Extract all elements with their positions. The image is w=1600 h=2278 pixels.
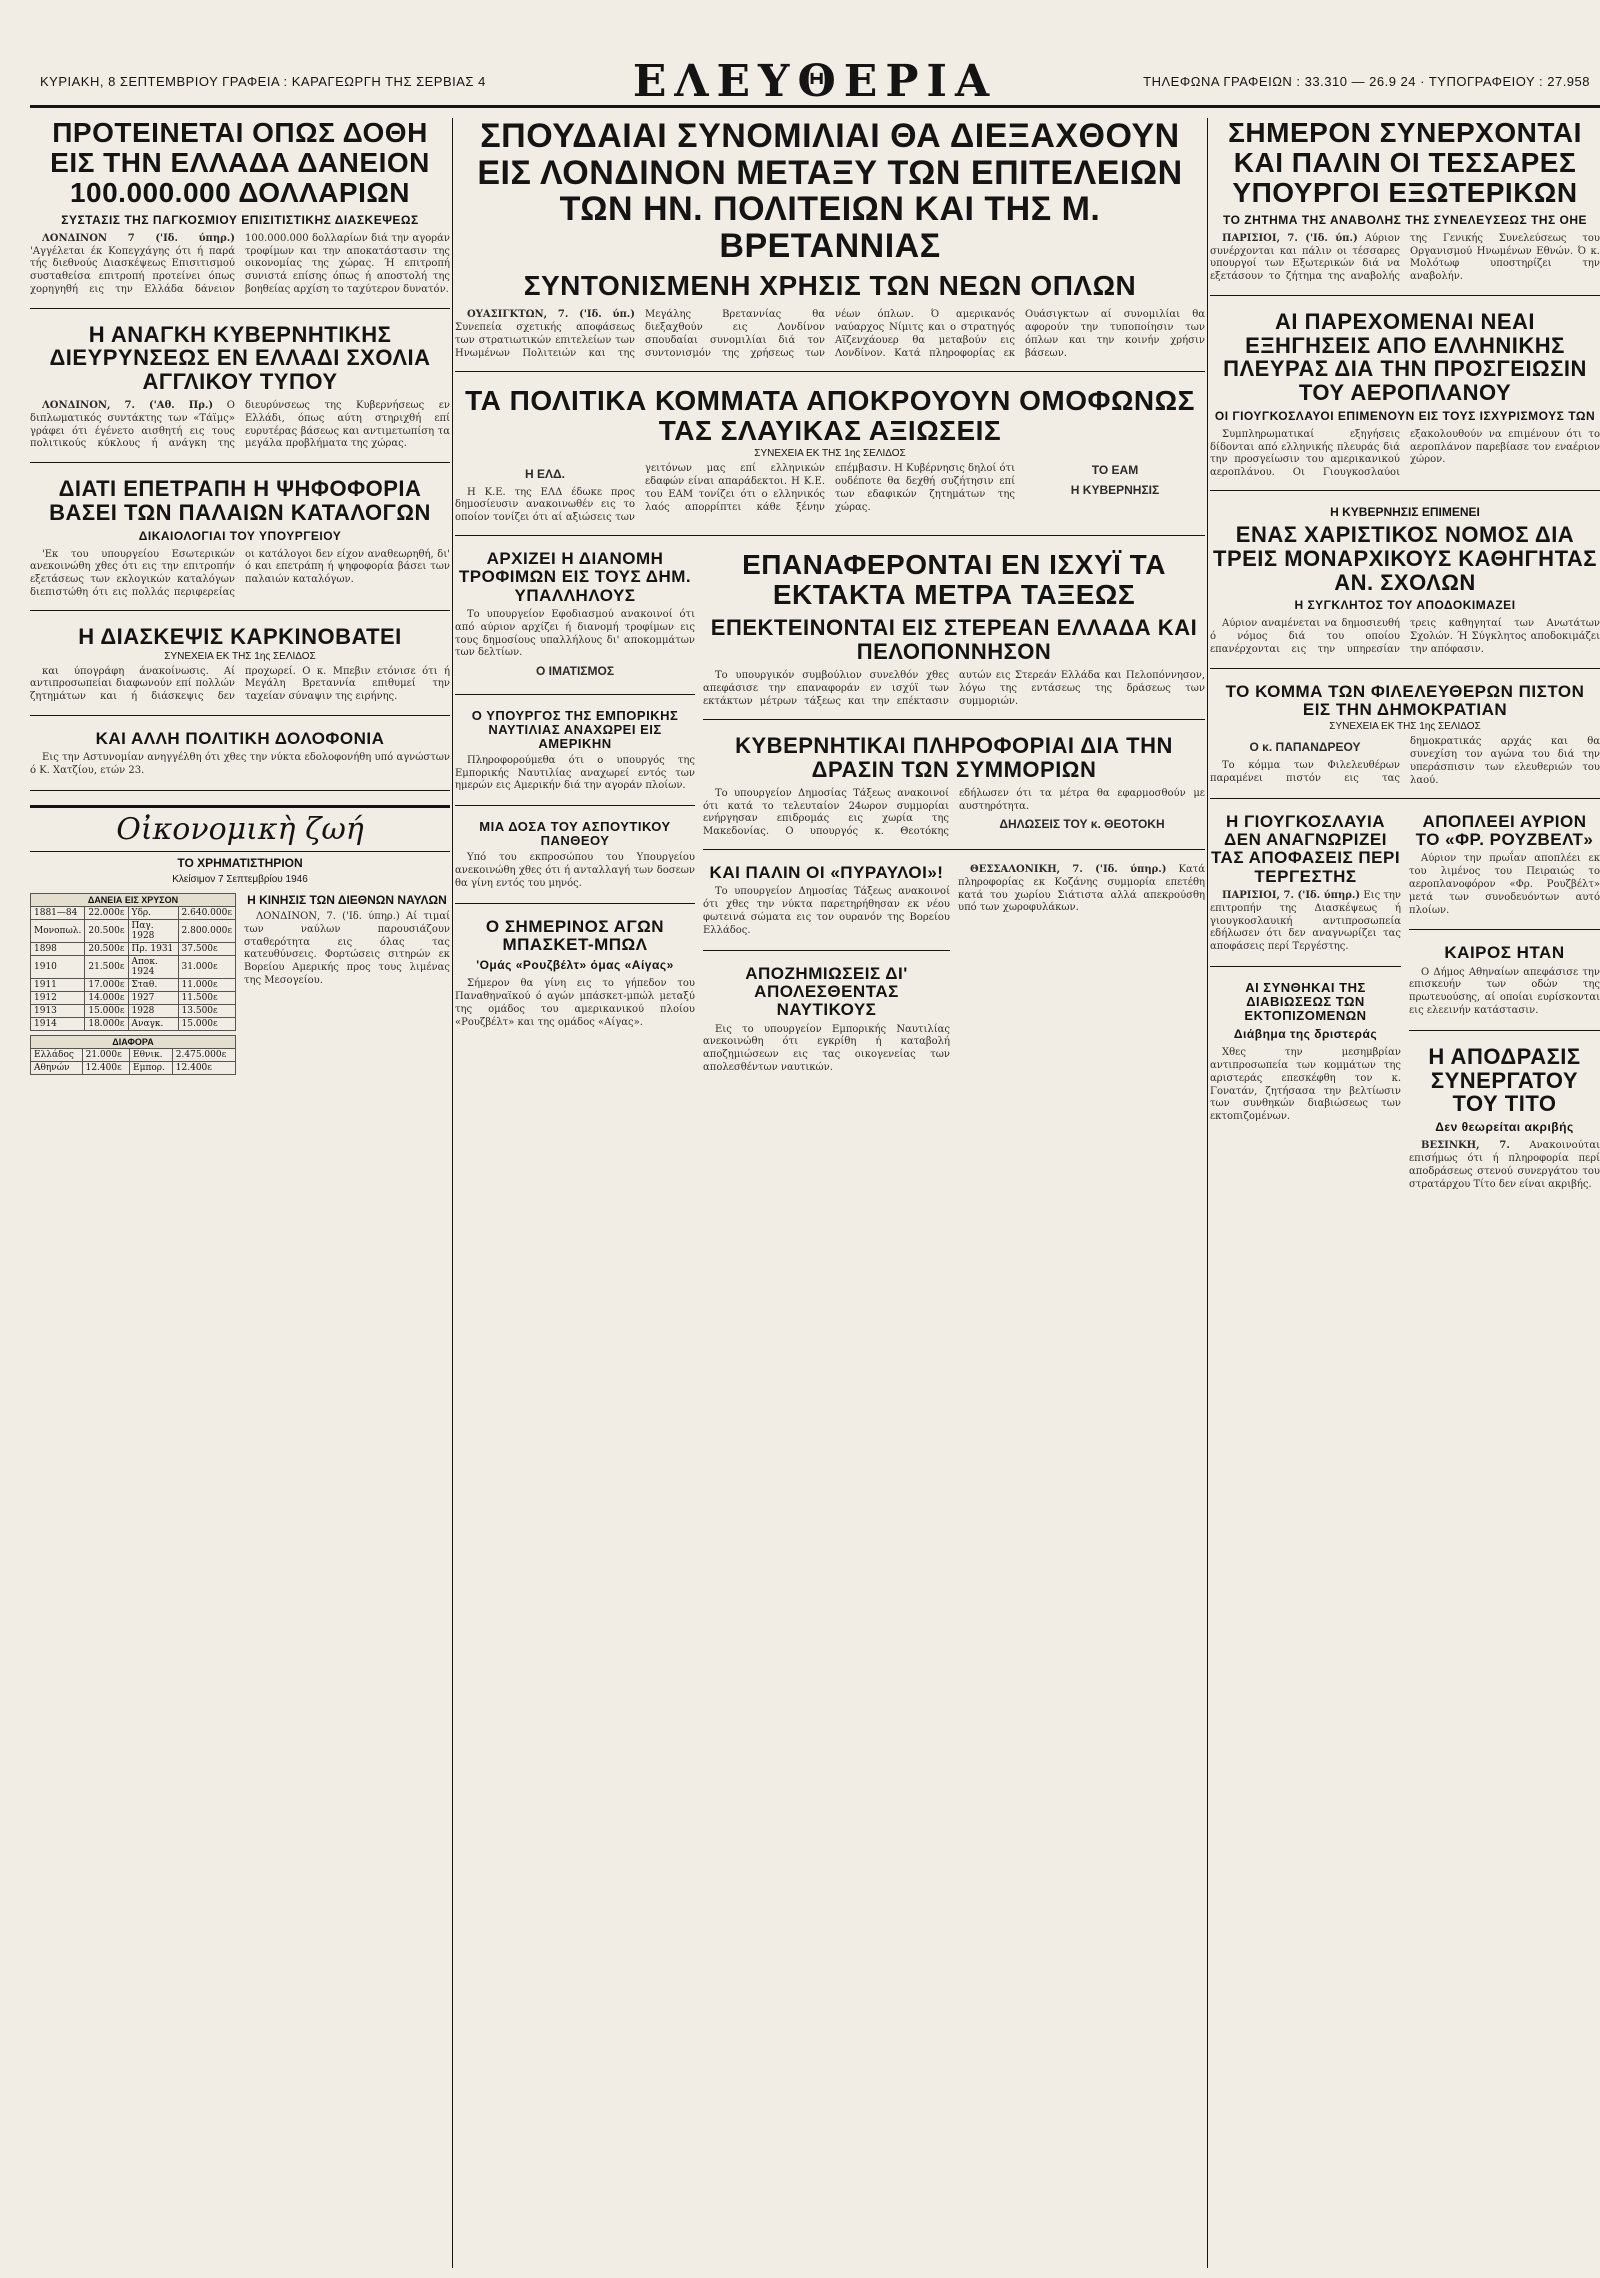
gold-loan-cell: Υδρ. — [128, 906, 178, 919]
gold-loan-cell: 1914 — [31, 1017, 85, 1030]
subhead-ministers: ΤΟ ΖΗΤΗΜΑ ΤΗΣ ΑΝΑΒΟΛΗΣ ΤΗΣ ΣΥΝΕΛΕΥΣΕΩΣ ΤΗΣ ΟΗΕ — [1222, 212, 1588, 227]
gold-loan-row — [31, 1004, 236, 1017]
continuation-conference: ΣΥΝΕΧΕΙΑ ΕΚ ΤΗΣ 1ης ΣΕΛΙΔΟΣ — [164, 650, 316, 662]
center-bottom-left — [703, 864, 950, 1101]
gold-loan-cell: 18.000ε — [85, 1017, 128, 1030]
headline-loan: ΠΡΟΤΕΙΝΕΤΑΙ ΟΠΩΣ ΔΟΘΗ ΕΙΣ ΤΗΝ ΕΛΛΑΔΑ ΔΑΝΕΙΟΝ 100.000.000 ΔΟΛΛΑΡΙΩΝ — [50, 118, 430, 209]
text-rations: Το υπουργείον Εφοδιασμού ανακοινοί ότι από αύριον αρχίζει ή διανομή τροφίμων εις τους δημοσίους υπαλλήλους δι' αποκομμάτων των δελτίων. — [455, 609, 695, 659]
subhead-airplane: ΟΙ ΓΙΟΥΓΚΟΣΛΑΥΟΙ ΕΠΙΜΕΝΟΥΝ ΕΙΣ ΤΟΥΣ ΙΣΧΥΡΙΣΜΟΥΣ ΤΩΝ — [1214, 408, 1596, 423]
article-thessaloniki — [958, 864, 1205, 927]
article-conference — [30, 625, 450, 716]
exchange-date: Κλείσιμον 7 Σεπτεμβρίου 1946 — [172, 873, 308, 885]
text-roosevelt: Αύριον την πρωΐαν αποπλέει εκ του λιμένος του Πειραιώς το αεροπλανοφόρον «Φρ. Ρουζβέλτ» μετά των συνοδευόντων αυτό πλοίων. — [1409, 853, 1600, 916]
body-measures — [703, 670, 1205, 709]
headline-airplane: ΑΙ ΠΑΡΕΧΟΜΕΝΑΙ ΝΕΑΙ ΕΞΗΓΗΣΕΙΣ ΑΠΟ ΕΛΛΗΝΙΚΗΣ ΠΛΕΥΡΑΣ ΔΙΑ ΤΗΝ ΠΡΟΣΓΕΙΩΣΙΝ ΤΟΥ ΑΕΡΟΠΛΑΝΟΥ — [1223, 308, 1587, 406]
gold-loan-row — [31, 991, 236, 1004]
article-tito — [1409, 1045, 1600, 1203]
gold-loan-cell: 1912 — [31, 991, 85, 1004]
shares-heading: ΔΙΑΦΟΡΑ — [31, 1035, 236, 1048]
body-airplane — [1210, 429, 1600, 480]
gold-loan-cell: Αποκ. 1924 — [128, 955, 178, 978]
section-economy — [30, 805, 450, 1085]
center-lower-right — [703, 550, 1205, 1101]
headline-deportees: ΑΙ ΣΥΝΘΗΚΑΙ ΤΗΣ ΔΙΑΒΙΩΣΕΩΣ ΤΩΝ ΕΚΤΟΠΙΖΟΜΕΝΩΝ — [1244, 980, 1367, 1024]
article-vote — [30, 477, 450, 611]
headline-journalism: Η ΑΝΑΓΚΗ ΚΥΒΕΡΝΗΤΙΚΗΣ ΔΙΕΥΡΥΝΣΕΩΣ ΕΝ ΕΛΛΑΔΙ ΣΧΟΛΙΑ ΑΓΓΛΙΚΟΥ ΤΥΠΟΥ — [49, 321, 431, 395]
shares-body — [31, 1048, 236, 1074]
text-yugodecisions: Εις την επιτροπήν της Διασκέψεως ή γιουγκοσλαυική αντιπροσωπεία εδήλωσεν ότι δεν αναγνωρίζει τας αποφάσεις περί Τεργέστης. — [1210, 890, 1402, 953]
article-liberals — [1210, 683, 1600, 799]
body-vote — [30, 549, 450, 600]
gold-loan-cell: 1881—84 — [31, 906, 85, 919]
column-center — [455, 118, 1205, 2268]
headline-parties: ΤΑ ΠΟΛΙΤΙΚΑ ΚΟΜΜΑΤΑ ΑΠΟΚΡΟΥΟΥΝ ΟΜΟΦΩΝΩΣ ΤΑΣ ΣΛΑΥΙΚΑΣ ΑΞΙΩΣΕΙΣ — [465, 384, 1195, 447]
body-thessaloniki — [958, 864, 1205, 915]
article-marine — [455, 709, 695, 806]
freight — [244, 889, 450, 1075]
body-yugodecisions — [1210, 890, 1401, 954]
gold-loan-cell: 31.000ε — [178, 955, 235, 978]
dateline-yugodecisions: ΠΑΡΙΣΙΟΙ, 7. ('Ιδ. ύπηρ.) — [1222, 890, 1361, 902]
share-cell: Ελλάδος — [31, 1048, 83, 1061]
gold-loan-cell: 21.500ε — [85, 955, 128, 978]
gold-loan-cell: Παγ. 1928 — [128, 919, 178, 942]
gold-loan-cell: 13.500ε — [178, 1004, 235, 1017]
gold-loan-cell: 11.000ε — [178, 978, 235, 991]
text-ministers: Αύριον συνέρχονται και πάλιν οι τέσσαρες υπουργοί των Εξωτερικών διά να εξετάσουν το ζήτημα της αναβολής της Γενικής Συνελεύσεως του Οργανισμού Ηνωμένων Εθνών. Ό κ. Μολότωφ υποστηρίζει την αναβολήν. — [1210, 232, 1600, 283]
article-bands — [703, 734, 1205, 850]
subhead-loan: ΣΥΣΤΑΣΙΣ ΤΗΣ ΠΑΓΚΟΣΜΙΟΥ ΕΠΙΣΙΤΙΣΤΙΚΗΣ ΔΙΑΣΚΕΨΕΩΣ — [61, 212, 419, 227]
dateline-talks: ΟΥΑΣΙΓΚΤΩΝ, 7. ('Ιδ. ύπ.) — [467, 309, 635, 321]
subhead-law: Η ΣΥΓΚΛΗΤΟΣ ΤΟΥ ΑΠΟΔΟΚΙΜΑΖΕΙ — [1294, 598, 1516, 613]
right-lower-left — [1210, 813, 1401, 1218]
text-basket: Σήμερον θα γίνη εις το γήπεδον του Παναθηναϊκού ό αγών μπάσκετ-μπώλ μεταξύ της ομάδος του αμερικανικού πλοίου «Ρουζβέλτ» και της ομάδος «Αίγας». — [455, 978, 695, 1028]
gold-loan-row — [31, 955, 236, 978]
gold-loan-cell: 1913 — [31, 1004, 85, 1017]
center-bottom-right — [958, 864, 1205, 1101]
text-deportees: Χθες την μεσημβρίαν αντιπροσωπεία των κομμάτων της αριστεράς επεσκέφθη τον κ. Γονατάν, ζητήσασα την βελτίωσιν των συνθηκών διαβιώσεως των εκτοπιζομένων. — [1210, 1047, 1401, 1123]
text-thessaloniki: Κατά πληροφορίας εκ Κοζάνης συμμορία επετέθη κατά του χωρίου Σιάτιστα αλλά απεκρούσθη υπό των χωροφυλάκων. — [958, 864, 1205, 914]
gold-loan-cell: Πρ. 1931 — [128, 942, 178, 955]
author-liberals: Ο κ. ΠΑΠΑΝΔΡΕΟΥ — [1249, 740, 1361, 755]
headline-liberals: ΤΟ ΚΟΜΜΑ ΤΩΝ ΦΙΛΕΛΕΥΘΕΡΩΝ ΠΙΣΤΟΝ ΕΙΣ ΤΗΝ ΔΗΜΟΚΡΑΤΙΑΝ — [1225, 681, 1585, 720]
share-cell: 12.400ε — [82, 1061, 129, 1074]
text-patriots: Υπό του εκπροσώπου του Υπουργείου ανεκοινώθη χθες ότι ή ανταλλαγή των δοσεων θα γίνη εντός του μηνός. — [455, 852, 695, 889]
text-journalism: Ο διπλωματικός συντάκτης των «Τάϊμς» γράφει ότι έγένετο αισθητή εις τους πολιτικούς κύκλους ή ανάγκη της διευρύνσεως της Κυβερνήσεως εν Ελλάδι, όπως αύτη στηριχθή επί ευρυτέρας βάσεως και αντιμετωπίση τα μεγάλα προβλήματα της χώρας. — [30, 399, 450, 450]
dateline-journalism: ΛΟΝΔΙΝΟΝ, 7. ('Αθ. Πρ.) — [42, 399, 214, 411]
text-vote: 'Εκ του υπουργείου Εσωτερικών ανεκοινώθη χθες ότι εις την επιτροπήν εξετάσεως των εκλογικών καταλόγων διεπιστώθη ότι εις πολλάς περιφερείας οι κατάλογοι δεν είχον αναθεωρηθή, δι' ό και επετράπη ή ψηφοφορία βάσει των παλαιών καταλόγων. — [30, 548, 450, 599]
center-bottom-row — [703, 864, 1205, 1101]
text-airplane: Συμπληρωματικαί εξηγήσεις δίδονται από ελληνικής πλευράς διά την προσγείωσιν του αμερικανικού αεροπλάνου. Οι Γιουγκοσλαύοι εξακολουθούν να επιμένουν ότι το αεροπλάνον παρεβίασε τον εναέριον χώρον. — [1210, 428, 1600, 479]
body-parties — [455, 463, 1205, 525]
body-marine — [455, 755, 695, 793]
right-lower — [1210, 813, 1600, 1218]
body-tito — [1409, 1140, 1600, 1191]
gold-loan-cell: 2.800.000ε — [178, 919, 235, 942]
article-time — [1409, 944, 1600, 1031]
column-rule-2 — [1207, 118, 1208, 2268]
kicker-law: Η ΚΥΒΕΡΝΗΣΙΣ ΕΠΙΜΕΝΕΙ — [1330, 505, 1480, 520]
dateline-thessaloniki: ΘΕΣΣΑΛΟΝΙΚΗ, 7. ('Ιδ. ύπηρ.) — [970, 864, 1167, 876]
gold-loan-cell: Σταθ. — [128, 978, 178, 991]
gold-loan-cell: 1928 — [128, 1004, 178, 1017]
text-time: Ο Δήμος Αθηναίων απεφάσισε την επισκευήν των οδών της πρωτευούσης, αί οποίαι ευρίσκονται εις ελεεινήν κατάστασιν. — [1409, 966, 1600, 1017]
article-yugodecisions — [1210, 813, 1401, 967]
article-measures — [703, 550, 1205, 720]
column-left — [30, 118, 450, 2268]
headline-roosevelt: ΑΠΟΠΛΕΕΙ ΑΥΡΙΟΝ ΤΟ «ΦΡ. ΡΟΥΖΒΕΛΤ» — [1415, 811, 1594, 849]
gold-loan-row — [31, 919, 236, 942]
body-talks — [455, 309, 1205, 361]
gold-loan-row — [31, 1017, 236, 1030]
body-patriots — [455, 852, 695, 890]
headline-measures: ΕΠΑΝΑΦΕΡΟΝΤΑΙ ΕΝ ΙΣΧΥΪ ΤΑ ΕΚΤΑΚΤΑ ΜΕΤΡΑ ΤΑΞΕΩΣ — [742, 549, 1166, 611]
dateline-ministers: ΠΑΡΙΣΙΟΙ, 7. ('Ιδ. ύπ.) — [1222, 232, 1358, 244]
text-pyraulos: Το υπουργείον Δημοσίας Τάξεως ανακοινοί ότι χθες την νύκτα παρετηρήθησαν εκ νέου φωτεινά σώματα εις τον ουρανόν της Βορείου Ελλάδος. — [703, 886, 950, 936]
article-compensation — [703, 965, 950, 1087]
body-roosevelt — [1409, 853, 1600, 917]
economy-row — [30, 889, 450, 1075]
body-time — [1409, 967, 1600, 1018]
article-patriots — [455, 820, 695, 903]
share-cell: 21.000ε — [82, 1048, 129, 1061]
gold-loan-cell: Αναγκ. — [128, 1017, 178, 1030]
gold-loan-cell: 14.000ε — [85, 991, 128, 1004]
gold-loan-cell: Μονοπωλ. — [31, 919, 85, 942]
text-tito: Ανακοινούται επισήμως ότι ή πληροφορία περί αποδράσεως στενού συνεργάτου του στρατάρχου Τίτο δεν είναι ακριβής. — [1409, 1140, 1600, 1190]
body-murder — [30, 752, 450, 778]
text-compensation: Εις το υπουργείον Εμπορικής Ναυτιλίας ανεκοινώθη ότι εγκρίθη ή καταβολή αποζημιώσεων εις τας οικογενείας των απολεσθέντων ναυτικών. — [703, 1023, 950, 1074]
masthead-title: ΕΛΕΥΘΕΡΙΑ — [632, 56, 998, 107]
gold-loan-cell: 11.500ε — [178, 991, 235, 1004]
gold-loan-cell: 15.000ε — [178, 1017, 235, 1030]
headline-talks: ΣΠΟΥΔΑΙΑΙ ΣΥΝΟΜΙΛΙΑΙ ΘΑ ΔΙΕΞΑΧΘΟΥΝ ΕΙΣ ΛΟΝΔΙΝΟΝ ΜΕΤΑΞΥ ΤΩΝ ΕΠΙΤΕΛΕΙΩΝ ΤΩΝ ΗΝ. ΠΟΛΙΤΕΙΩΝ ΚΑΙ ΤΗΣ Μ. ΒΡΕΤΑΝΝΙΑΣ — [477, 118, 1183, 266]
headline-ministers: ΣΗΜΕΡΟΝ ΣΥΝΕΡΧΟΝΤΑΙ ΚΑΙ ΠΑΛΙΝ ΟΙ ΤΕΣΣΑΡΕΣ ΥΠΟΥΡΓΟΙ ΕΞΩΤΕΡΙΚΩΝ — [1228, 118, 1582, 209]
gold-loan-cell: 1910 — [31, 955, 85, 978]
text-parties: Η Κ.Ε. της ΕΛΔ έδωκε προς δημοσίευσιν ανακοινωθέν εις το οποίον τονίζει ότι αί αξιώσεις των γειτόνων μας επί ελληνικών εδαφών είναι απαράδεκτοι. Η Κ.Ε. του ΕΑΜ τονίζει ότι ο ελληνικός λαός απορρίπτει κάθε ξένην επέμβασιν. Η Κυβέρνησις δηλοί ότι ουδέποτε θα δεχθή συζήτησιν επί των εδαφικών ζητημάτων της χώρας. — [455, 463, 1015, 524]
article-journalism — [30, 323, 450, 463]
body-basket — [455, 978, 695, 1029]
body-compensation — [703, 1024, 950, 1075]
body-liberals — [1210, 736, 1600, 787]
gold-loan-cell: 1898 — [31, 942, 85, 955]
subhead-parties-eld: Η ΕΛΔ. — [525, 467, 565, 482]
subhead-bands: ΔΗΛΩΣΕΙΣ ΤΟΥ κ. ΘΕΟΤΟΚΗ — [999, 817, 1165, 832]
subhead-clothing: Ο ΙΜΑΤΙΣΜΟΣ — [535, 664, 615, 679]
body-pyraulos — [703, 886, 950, 937]
text-conference: και ύπογράφη άνακοίνωσις. Αί αντιπροσωπείαι διαφωνούν επί πολλών ζητημάτων και ή διάσκεψις δεν προχωρεί. Ο κ. Μπεβιν ετόνισε ότι ή Μεγάλη Βρεταννία επιθυμεί την ταχείαν σύναψιν της ειρήνης. — [30, 665, 450, 703]
gold-loan-row — [31, 906, 236, 919]
body-deportees — [1210, 1047, 1401, 1124]
text-bands: Το υπουργείον Δημοσίας Τάξεως ανακοινοί ότι κατά το τελευταίον 24ωρον συμμορίαι ενήργησαν επιδρομάς εις χωρία της Μακεδονίας. Ο υπουργός κ. Θεοτόκης εδήλωσεν ότι τα μέτρα θα εφαρμοσθούν με αυστηρότητα. — [703, 787, 1205, 838]
subhead-parties-government: Η ΚΥΒΕΡΝΗΣΙΣ — [1070, 482, 1160, 497]
economy-title: Οἰκονομικὴ ζωή — [30, 805, 450, 852]
headline-pyraulos: ΚΑΙ ΠΑΛΙΝ ΟΙ «ΠΥΡΑΥΛΟΙ»! — [709, 863, 944, 883]
article-loan — [30, 118, 450, 309]
column-rule-1 — [452, 118, 453, 2268]
freight-heading: Η ΚΙΝΗΣΙΣ ΤΩΝ ΔΙΕΘΝΩΝ ΝΑΥΛΩΝ — [247, 892, 447, 907]
gold-loan-cell: 1927 — [128, 991, 178, 1004]
article-ministers — [1210, 118, 1600, 296]
body-conference — [30, 666, 450, 705]
gold-loan-cell: 1911 — [31, 978, 85, 991]
headline-marine: Ο ΥΠΟΥΡΓΟΣ ΤΗΣ ΕΜΠΟΡΙΚΗΣ ΝΑΥΤΙΛΙΑΣ ΑΝΑΧΩΡΕΙ ΕΙΣ ΑΜΕΡΙΚΗΝ — [471, 707, 679, 751]
subhead-basket: 'Ομάς «Ρουζβέλτ» όμας «Αίγας» — [476, 958, 674, 973]
continuation-parties: ΣΥΝΕΧΕΙΑ ΕΚ ΤΗΣ 1ης ΣΕΛΙΔΟΣ — [754, 448, 906, 460]
headline-talks-weapons: ΣΥΝΤΟΝΙΣΜΕΝΗ ΧΡΗΣΙΣ ΤΩΝ ΝΕΩΝ ΟΠΛΩΝ — [523, 269, 1137, 301]
dateline-tito: ΒΕΣΙΝΚΗ, 7. — [1421, 1140, 1510, 1152]
share-cell: 2.475.000ε — [172, 1048, 235, 1061]
article-rations — [455, 550, 695, 695]
body-rations — [455, 609, 695, 680]
column-right — [1210, 118, 1600, 2268]
share-cell: Εθνικ. — [130, 1048, 173, 1061]
article-parties — [455, 386, 1205, 536]
gold-loans-body — [31, 906, 236, 1030]
right-lower-right — [1409, 813, 1600, 1218]
freight-body — [244, 911, 450, 988]
gold-loans — [30, 889, 236, 1075]
article-roosevelt — [1409, 813, 1600, 931]
headline-yugodecisions: Η ΓΙΟΥΓΚΟΣΛΑΥΙΑ ΔΕΝ ΑΝΑΓΝΩΡΙΖΕΙ ΤΑΣ ΑΠΟΦΑΣΕΙΣ ΠΕΡΙ ΤΕΡΓΕΣΤΗΣ — [1210, 811, 1401, 886]
center-lower-left — [455, 550, 695, 1101]
article-murder — [30, 730, 450, 791]
subhead-deportees: Διάβημα της δριστεράς — [1233, 1027, 1378, 1042]
share-cell: Αθηνών — [31, 1061, 83, 1074]
article-airplane — [1210, 310, 1600, 491]
gold-loan-row — [31, 978, 236, 991]
headline-vote: ΔΙΑΤΙ ΕΠΕΤΡΑΠΗ Η ΨΗΦΟΦΟΡΙΑ ΒΑΣΕΙ ΤΩΝ ΠΑΛΑΙΩΝ ΚΑΤΑΛΟΓΩΝ — [49, 476, 431, 525]
share-row — [31, 1048, 236, 1061]
headline-basket: Ο ΣΗΜΕΡΙΝΟΣ ΑΓΩΝ ΜΠΑΣΚΕΤ-ΜΠΩΛ — [485, 916, 665, 954]
subhead-vote: ΔΙΚΑΙΟΛΟΓΙΑΙ ΤΟΥ ΥΠΟΥΡΓΕΙΟΥ — [138, 528, 342, 543]
masthead-phones: ΤΗΛΕΦΩΝΑ ΓΡΑΦΕΙΩΝ : 33.310 — 26.9 24 · ΤΥΠΟΓΡΑΦΕΙΟΥ : 27.958 — [1143, 74, 1590, 89]
body-bands — [703, 788, 1205, 839]
text-marine: Πληροφορούμεθα ότι ο υπουργός της Εμπορικής Ναυτιλίας αναχωρεί εντός των ημερών εις Αμερικήν διά την αγοράν πλοίων. — [455, 754, 695, 792]
gold-loan-cell: 37.500ε — [178, 942, 235, 955]
gold-loans-heading: ΔΑΝΕΙΑ ΕΙΣ ΧΡΥΣΟΝ — [31, 893, 236, 906]
masthead-date-address: ΚΥΡΙΑΚΗ, 8 ΣΕΠΤΕΜΒΡΙΟΥ ΓΡΑΦΕΙΑ : ΚΑΡΑΓΕΩΡΓΗ ΤΗΣ ΣΕΡΒΙΑΣ 4 — [40, 74, 486, 89]
article-law — [1210, 505, 1600, 669]
text-loan: 'Αγγέλεται έκ Κοπεγχάγης ότι ή παρά τής διεθνούς Διασκέψεως Επισιτισμού συσταθείσα επιτροπή προτείνει όπως χορηγηθή εις την Ελλάδα δάνειον 100.000.000 δολλαρίων διά την αγοράν τροφίμων και την αποκατάστασιν της οικονομίας της χώρας. Ή επιτροπή συνιστά επίσης όπως ή αποστολή της βοηθείας αρχίση το ταχύτερον δυνατόν. — [30, 232, 450, 295]
text-law: Αύριον αναμένεται να δημοσιευθή ό νόμος διά του οποίου επανέρχονται εις την υπηρεσίαν τρεις καθηγηταί των Ανωτάτων Σχολών. Ή Σύγκλητος αποδοκιμάζει την απόφασιν. — [1210, 618, 1600, 655]
body-journalism — [30, 400, 450, 452]
text-murder: Εις την Αστυνομίαν ανηγγέλθη ότι χθες την νύκτα εδολοφονήθη υπό αγνώστων ό Κ. Χατζίου, ετών 23. — [30, 752, 450, 777]
center-lower — [455, 550, 1205, 1101]
share-cell: Εμπορ. — [130, 1061, 173, 1074]
body-law — [1210, 618, 1600, 657]
text-talks: Συνεπεία σχετικής αποφάσεως των στρατιωτικών επιτελείων των Ηνωμένων Πολιτειών και της Μεγάλης Βρεταννίας θα διεξαχθούν εις Λονδίνον σπουδαίαι συνομιλίαι διά τον συντονισμόν της χρήσεως των νέων όπλων. Ό αμερικανός ναύαρχος Νίμιτς και ο στρατηγός Αϊζενχάουερ θα μεταβούν εις Λονδίνον. Κατά πληροφορίας εκ Ουάσιγκτων αί συνομιλίαι θα αφορούν την τυποποίησιν των όπλων και την κοινήν χρήσιν βάσεων. — [455, 309, 1205, 359]
headline-law: ΕΝΑΣ ΧΑΡΙΣΤΙΚΟΣ ΝΟΜΟΣ ΔΙΑ ΤΡΕΙΣ ΜΟΝΑΡΧΙΚΟΥΣ ΚΑΘΗΓΗΤΑΣ ΑΝ. ΣΧΟΛΩΝ — [1213, 522, 1597, 595]
continuation-liberals: ΣΥΝΕΧΕΙΑ ΕΚ ΤΗΣ 1ης ΣΕΛΙΔΟΣ — [1329, 721, 1481, 733]
headline-bands: ΚΥΒΕΡΝΗΤΙΚΑΙ ΠΛΗΡΟΦΟΡΙΑΙ ΔΙΑ ΤΗΝ ΔΡΑΣΙΝ ΤΩΝ ΣΥΜΜΟΡΙΩΝ — [735, 733, 1173, 783]
gold-loan-cell: 17.000ε — [85, 978, 128, 991]
subhead-parties-eam: ΤΟ ΕΑΜ — [1091, 463, 1139, 478]
share-row — [31, 1061, 236, 1074]
gold-loan-cell: 22.000ε — [85, 906, 128, 919]
text-measures: Το υπουργικόν συμβούλιον συνελθόν χθες απεφάσισε την επαναφοράν εν ισχύϊ των εκτάκτων μέτρων τάξεως και την επέκτασιν αυτών εις Στερεάν Ελλάδα και Πελοπόννησον, λόγω της εντάσεως της δράσεως των συμμοριών. — [703, 669, 1205, 707]
headline-compensation: ΑΠΟΖΗΜΙΩΣΕΙΣ ΔΙ' ΑΠΟΛΕΣΘΕΝΤΑΣ ΝΑΥΤΙΚΟΥΣ — [745, 963, 908, 1020]
masthead — [30, 8, 1600, 108]
gold-loan-cell: 15.000ε — [85, 1004, 128, 1017]
headline-conference: Η ΔΙΑΣΚΕΨΙΣ ΚΑΡΚΙΝΟΒΑΤΕΙ — [78, 623, 402, 649]
gold-loan-cell: 20.500ε — [85, 919, 128, 942]
dateline-loan: ΛΟΝΔΙΝΟΝ 7 ('Ιδ. ύπηρ.) — [42, 232, 235, 244]
headline-tito: Η ΑΠΟΔΡΑΣΙΣ ΣΥΝΕΡΓΑΤΟΥ ΤΟΥ ΤΙΤΟ — [1428, 1043, 1581, 1117]
article-pyraulos — [703, 864, 950, 951]
gold-loans-table — [30, 893, 236, 1031]
gold-loan-cell: 20.500ε — [85, 942, 128, 955]
freight-text: ΛΟΝΔΙΝΟΝ, 7. ('Ιδ. ύπηρ.) Αί τιμαί των ναύλων παρουσιάζουν σταθερότητα εις όλας τας κατευθύνσεις. Φορτώσεις σιτηρών εκ Βορείου Αμερικής προς τους λιμένας της Μεσογείου. — [244, 910, 450, 986]
headline-time: ΚΑΙΡΟΣ ΗΤΑΝ — [1444, 943, 1565, 963]
headline-measures-extended: ΕΠΕΚΤΕΙΝΟΝΤΑΙ ΕΙΣ ΣΤΕΡΕΑΝ ΕΛΛΑΔΑ ΚΑΙ ΠΕΛΟΠΟΝΝΗΣΟΝ — [710, 615, 1198, 665]
gold-loan-row — [31, 942, 236, 955]
headline-patriots: ΜΙΑ ΔΟΣΑ ΤΟΥ ΑΣΠΟΥΤΙΚΟΥ ΠΑΝΘΕΟΥ — [479, 819, 671, 849]
article-yugoslavia — [1210, 981, 1401, 1136]
article-talks — [455, 118, 1205, 372]
headline-rations: ΑΡΧΙΖΕΙ Η ΔΙΑΝΟΜΗ ΤΡΟΦΙΜΩΝ ΕΙΣ ΤΟΥΣ ΔΗΜ. ΥΠΑΛΛΗΛΟΥΣ — [458, 549, 692, 605]
gold-loan-cell: 2.640.000ε — [178, 906, 235, 919]
share-cell: 12.400ε — [172, 1061, 235, 1074]
exchange-heading: ΤΟ ΧΡΗΜΑΤΙΣΤΗΡΙΟΝ — [177, 855, 303, 870]
body-ministers — [1210, 233, 1600, 285]
text-liberals: Το κόμμα των Φιλελευθέρων παραμένει πιστόν εις τας δημοκρατικάς αρχάς και θα συνεχίση τον αγώνα του διά την υπεράσπισιν των ελευθεριών του λαού. — [1210, 736, 1600, 786]
body-loan — [30, 233, 450, 298]
subhead-tito: Δεν θεωρείται ακριβής — [1435, 1120, 1574, 1135]
shares-table — [30, 1035, 236, 1075]
article-basket — [455, 918, 695, 1042]
headline-murder: ΚΑΙ ΑΛΛΗ ΠΟΛΙΤΙΚΗ ΔΟΛΟΦΟΝΙΑ — [95, 728, 385, 748]
